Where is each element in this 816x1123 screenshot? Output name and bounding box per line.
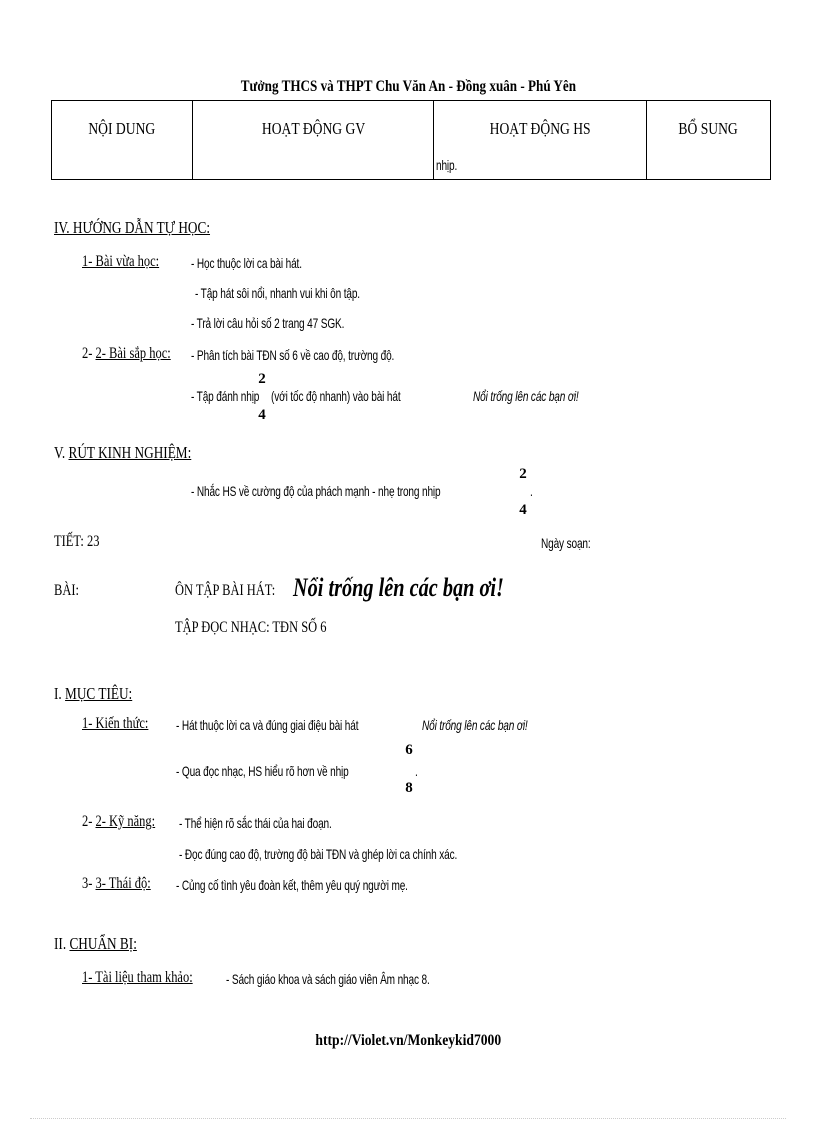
- fraction-6-8-denominator: 8: [405, 780, 413, 796]
- tap-danh-nhip-prefix: - Tập đánh nhịp: [191, 388, 260, 404]
- thai-do-label: 3- 3- Thái độ:: [82, 875, 151, 892]
- fraction-v-denominator: 4: [519, 502, 527, 518]
- section-v-number: V.: [54, 443, 66, 462]
- bai-vua-hoc-label: 1- Bài vừa học:: [82, 253, 160, 270]
- kien-thuc-line-2: - Qua đọc nhạc, HS hiểu rõ hơn về nhịp: [176, 763, 349, 779]
- section-ii-number: II.: [54, 934, 67, 953]
- section-iv-title: IV. HƯỚNG DẪN TỰ HỌC:: [54, 218, 211, 237]
- bai-sap-hoc-label: 2- 2- Bài sắp học:: [82, 345, 171, 362]
- bai-vua-hoc-line-1: - Học thuộc lời ca bài hát.: [191, 255, 302, 271]
- page-bottom-divider: [30, 1118, 786, 1119]
- ky-nang-line-1: - Thể hiện rõ sắc thái của hai đoạn.: [179, 815, 332, 831]
- tai-lieu-line: - Sách giáo khoa và sách giáo viên Âm nhạc 8.: [226, 971, 430, 987]
- ngay-soan-label: Ngày soạn:: [541, 535, 591, 551]
- bai-label: BÀI:: [54, 582, 79, 599]
- section-ii-title: [54, 934, 137, 954]
- section-i-number: I.: [54, 684, 62, 703]
- header-noi-dung: NỘI DUNG: [88, 119, 156, 138]
- bai-vua-hoc-line-2: - Tập hát sôi nổi, nhanh vui khi ôn tập.: [195, 285, 360, 301]
- bai-vua-hoc-line-3: - Trả lời câu hỏi số 2 trang 47 SGK.: [191, 315, 345, 331]
- footer-url[interactable]: http://Violet.vn/Monkeykid7000: [315, 1032, 501, 1049]
- header-hoat-dong-gv: HOẠT ĐỘNG GV: [261, 119, 366, 138]
- kien-thuc-label: 1- Kiến thức:: [82, 715, 149, 732]
- col-hoat-dong-hs: [434, 101, 646, 180]
- thai-do-label-text: 3- Thái độ:: [95, 875, 151, 892]
- kien-thuc-line-1-song: Nổi trống lên các bạn ơi!: [422, 717, 528, 733]
- section-v-line: - Nhắc HS về cường độ của phách mạnh - nhẹ trong nhịp: [191, 483, 441, 499]
- tiet-label: TIẾT: 23: [54, 533, 100, 550]
- ky-nang-label: 2- 2- Kỹ năng:: [82, 813, 156, 830]
- header-table: [51, 100, 771, 180]
- header-hoat-dong-hs: HOẠT ĐỘNG HS: [489, 119, 591, 138]
- section-i-title: [54, 684, 132, 704]
- tai-lieu-label: 1- Tài liệu tham khảo:: [82, 969, 193, 986]
- header-bo-sung: BỔ SUNG: [678, 119, 738, 138]
- bai-prefix: ÔN TẬP BÀI HÁT:: [175, 582, 276, 599]
- kien-thuc-line-1-prefix: - Hát thuộc lời ca và đúng giai điệu bài hát: [176, 717, 359, 733]
- bai-sap-hoc-line-1: - Phân tích bài TĐN số 6 về cao độ, trường độ.: [191, 347, 395, 363]
- bai-song-title: Nổi trống lên các bạn ơi!: [293, 573, 504, 602]
- section-v-title-text: RÚT KINH NGHIỆM:: [68, 443, 192, 462]
- bai-sap-hoc-label-text: 2- Bài sắp học:: [95, 345, 171, 362]
- ky-nang-line-2: - Đọc đúng cao độ, trường độ bài TĐN và ghép lời ca chính xác.: [179, 846, 458, 862]
- tap-danh-nhip-song: Nổi trống lên các bạn ơi!: [473, 388, 579, 404]
- col-bo-sung: [646, 101, 771, 180]
- fraction-2-4-denominator: 4: [258, 407, 266, 423]
- col-noi-dung: [52, 101, 193, 180]
- bai-line-2: TẬP ĐỌC NHẠC: TĐN SỐ 6: [175, 619, 327, 636]
- ky-nang-label-text: 2- Kỹ năng:: [95, 813, 156, 830]
- section-i-title-text: MỤC TIÊU:: [65, 684, 133, 703]
- fraction-6-8-numerator: 6: [405, 742, 413, 758]
- col-hoat-dong-gv: [193, 101, 434, 180]
- thai-do-line: - Củng cố tình yêu đoàn kết, thêm yêu quý người mẹ.: [176, 877, 408, 893]
- tap-danh-nhip-mid: (với tốc độ nhanh) vào bài hát: [271, 388, 401, 404]
- kien-thuc-tail: .: [415, 763, 418, 779]
- fraction-2-4-numerator: 2: [258, 371, 266, 387]
- section-ii-title-text: CHUẨN BỊ:: [69, 934, 137, 953]
- fraction-v-numerator: 2: [519, 466, 527, 482]
- school-header: Tưởng THCS và THPT Chu Văn An - Đồng xuân - Phú Yên: [240, 78, 576, 95]
- section-v-title: [54, 443, 191, 463]
- cell-hs-text: nhịp.: [436, 157, 458, 173]
- section-v-tail: .: [530, 483, 533, 499]
